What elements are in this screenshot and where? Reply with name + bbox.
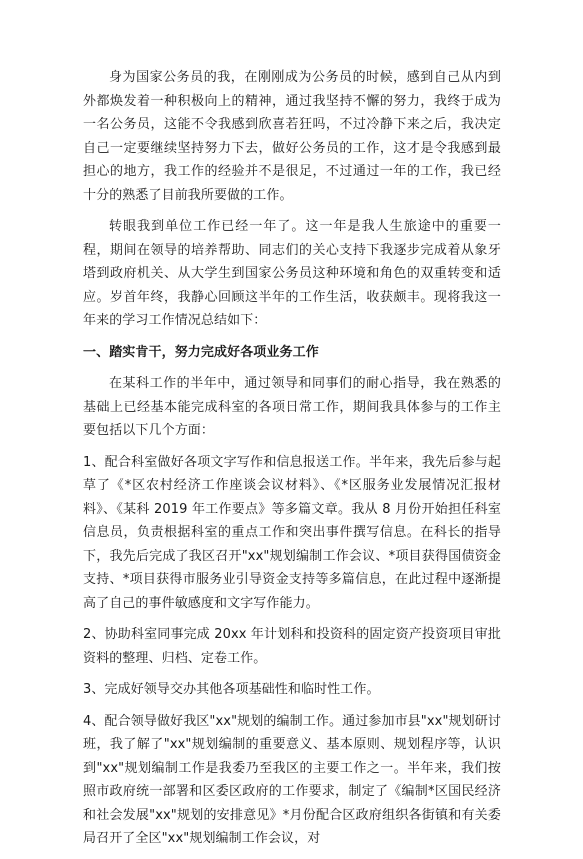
section-heading: 一、踏实肯干，努力完成好各项业务工作 bbox=[83, 344, 319, 360]
list-item: 2、协助科室同事完成 20xx 年计划科和投资科的固定资产投资项目审批资料的整理、归档、定卷工作。 bbox=[83, 627, 501, 666]
summary-paragraph: 转眼我到单位工作已经一年了。这一年是我人生旅途中的重要一程，期间在领导的培养帮助、同志们的关心支持下我逐步完成着从象牙塔到政府机关、从大学生到国家公务员这种环境和角色的双重转变和适应。岁首年终，我静心回顾这半年的工作生活，收获颇丰。现将我这一年来的学习工作情况总结如下： bbox=[83, 219, 501, 328]
list-item: 3、完成好领导交办其他各项基础性和临时性工作。 bbox=[83, 682, 380, 697]
document-body bbox=[83, 66, 501, 859]
intro-paragraph: 身为国家公务员的我，在刚刚成为公务员的时候，感到自己从内到外都焕发着一种积极向上的精神，通过我坚持不懈的努力，我终于成为一名公务员，这能不令我感到欣喜若狂吗，不过冷静下来之后，我决定自己一定要继续坚持努力下去，做好公务员的工作，这才是令我感到最担心的地方，我工作的经验并不是很足，不过通过一年的工作，我已经十分的熟悉了目前我所要做的工作。 bbox=[83, 70, 501, 203]
list-item: 1、配合科室做好各项文字写作和信息报送工作。半年来，我先后参与起草了《*区农村经济工作座谈会议材料》、《*区服务业发展情况汇报材料》、《某科 2019 年工作要点》等多篇文章。我从 8 月份开始担任科室信息员，负责根据科室的重点工作和突出事件撰写信息。在科长的指导下，我先后完成了我区召开"xx"规划编制工作会议、*项目获得国债资金支持、*项目获得市服务业引导资金支持等多篇信息，在此过程中逐渐提高了自己的事件敏感度和文字写作能力。 bbox=[83, 454, 501, 611]
list-item: 4、配合领导做好我区"xx"规划的编制工作。通过参加市县"xx"规划研讨班，我了解了"xx"规划编制的重要意义、基本原则、规划程序等，认识到"xx"规划编制工作是我委乃至我区的主要工作之一。半年来，我们按照市政府统一部署和区委区政府的工作要求，制定了《编制*区国民经济和社会发展"xx"规划的安排意见》*月份配合区政府组织各街镇和有关委局召开了全区"xx"规划编制工作会议，对 bbox=[83, 713, 501, 846]
section-intro-paragraph: 在某科工作的半年中，通过领导和同事们的耐心指导，我在熟悉的基础上已经基本能完成科室的各项日常工作，期间我具体参与的工作主要包括以下几个方面： bbox=[83, 376, 501, 438]
